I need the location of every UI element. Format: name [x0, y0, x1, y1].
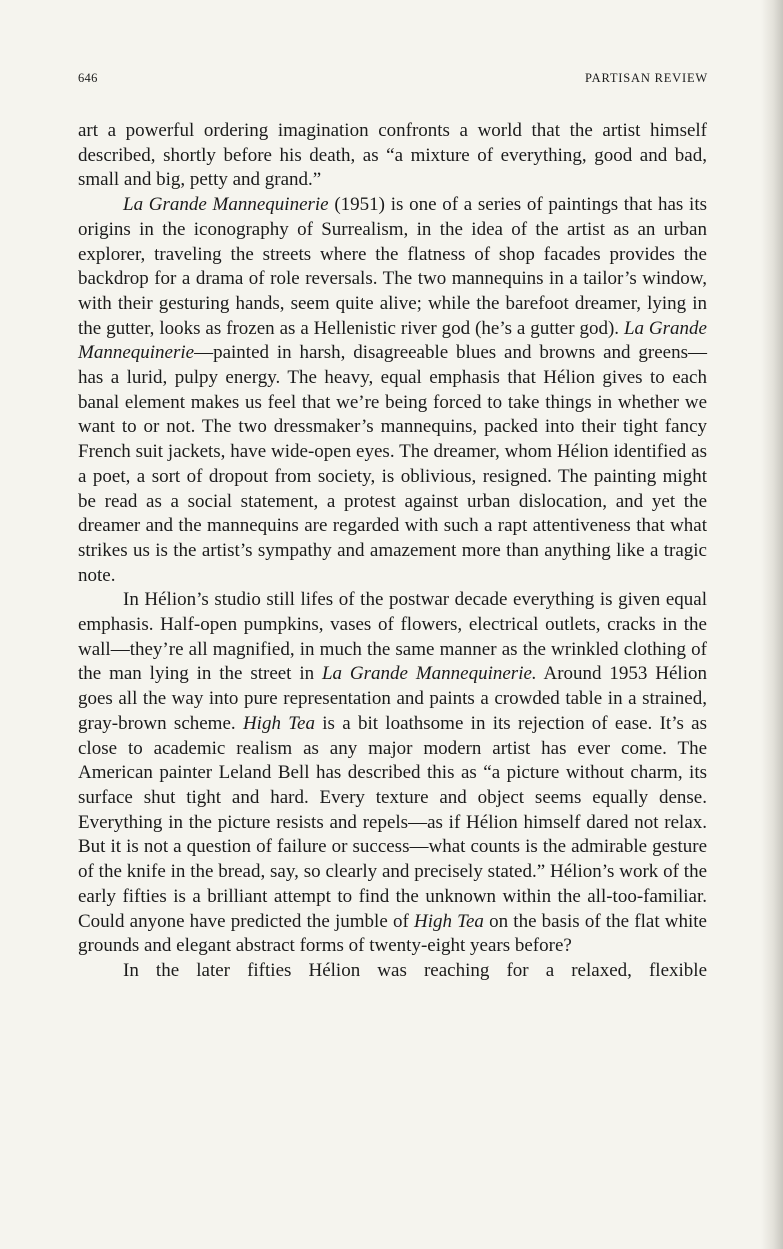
page-number: 646	[78, 71, 98, 85]
article-body	[78, 119, 707, 984]
paragraph: La Grande Mannequinerie (1951) is one of a series of paintings that has its origins in the iconography of Surrealism, in the idea of the artist as an urban explorer, traveling the streets where the flatness of shop facades provides the backdrop for a drama of role reversals. The two mannequins in a tailor’s window, with their gesturing hands, seem quite alive; while the barefoot dreamer, lying in the gutter, looks as frozen as a Hellenistic river god (he’s a gutter god). La Grande Mannequinerie—painted in harsh, disagreeable blues and browns and greens—has a lurid, pulpy energy. The heavy, equal emphasis that Hélion gives to each banal element makes us feel that we’re being forced to take things in whether we want to or not. The two dressmaker’s mannequins, packed into their tight fancy French suit jackets, have wide-open eyes. The dreamer, whom Hélion identified as a poet, a sort of dropout from society, is oblivious, resigned. The painting might be read as a social statement, a protest against urban dislocation, and yet the dreamer and the mannequins are regarded with such a rapt attentiveness that what strikes us is the artist’s sympathy and amazement more than anything like a tragic note.	[78, 194, 707, 586]
journal-title: PARTISAN REVIEW	[585, 71, 708, 85]
page-edge-shadow	[761, 0, 783, 1249]
paragraph: In Hélion’s studio still lifes of the postwar decade everything is given equal emphasis. Half-open pumpkins, vases of flowers, electrical outlets, cracks in the wall—they’re all magnified, in much the same manner as the wrinkled clothing of the man lying in the street in La Grande Mannequinerie. Around 1953 Hélion goes all the way into pure representation and paints a crowded table in a strained, gray-brown scheme. High Tea is a bit loathsome in its rejection of ease. It’s as close to academic realism as any major modern artist has ever come. The American painter Leland Bell has described this as “a picture without charm, its surface shut tight and hard. Every texture and object seems equally dense. Everything in the picture resists and repels—as if Hélion himself dared not relax. But it is not a question of failure or success—what counts is the admirable gesture of the knife in the bread, say, so clearly and precisely stated.” Hélion’s work of the early fifties is a brilliant attempt to find the unknown within the all-too-familiar. Could anyone have predicted the jumble of High Tea on the basis of the flat white grounds and elegant abstract forms of twenty-eight years before?	[78, 589, 707, 957]
paragraph: art a powerful ordering imagination confronts a world that the artist himself described, shortly before his death, as “a mixture of everything, good and bad, small and big, petty and grand.”	[78, 120, 707, 191]
running-head	[78, 71, 708, 89]
paragraph: In the later fifties Hélion was reaching for a relaxed, flexible	[123, 959, 707, 981]
